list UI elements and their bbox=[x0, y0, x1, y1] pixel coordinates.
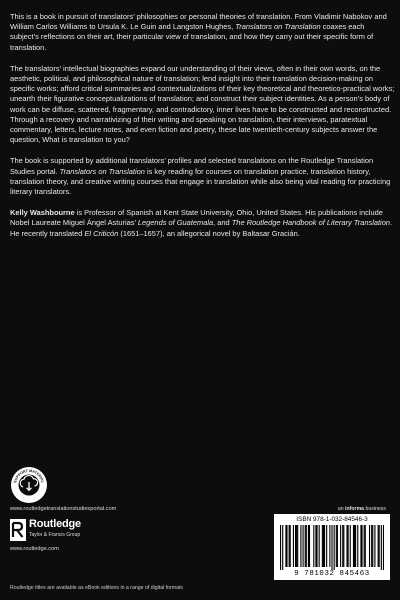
barcode-bar bbox=[286, 525, 287, 567]
barcode-bar bbox=[303, 525, 304, 567]
blurb-text: coaxes each subject’s reflections on their art, their particular view of translation, and how they carry out their specific form of translation. bbox=[10, 22, 374, 52]
barcode-bar bbox=[348, 525, 349, 567]
book-title-italic: Translators on Translation bbox=[235, 22, 321, 32]
isbn-label: ISBN 978-1-032-84546-3 bbox=[296, 516, 368, 523]
barcode-bar bbox=[319, 525, 320, 567]
barcode-bar bbox=[324, 525, 325, 567]
bio-text: is Professor of Spanish at Kent State University, Ohio, United States. His publications include Nobel Laureate Miguel Ángel Asturias’ bbox=[10, 208, 383, 228]
informa-business-label bbox=[338, 506, 386, 512]
barcode-bar bbox=[343, 525, 344, 567]
barcode-bar bbox=[371, 525, 372, 567]
bio-title-italic: Legends of Guatemala bbox=[137, 218, 214, 228]
barcode-bar bbox=[369, 525, 370, 567]
barcode-bar bbox=[322, 525, 323, 567]
blurb-paragraph-3 bbox=[10, 156, 395, 197]
barcode-bar bbox=[296, 525, 297, 567]
barcode-bar bbox=[346, 525, 347, 567]
barcode-bar bbox=[323, 525, 324, 567]
informa-prefix: an bbox=[337, 506, 346, 512]
barcode-bar bbox=[357, 525, 358, 567]
barcode-bar bbox=[342, 525, 343, 567]
bio-title-italic: El Criticón bbox=[84, 228, 119, 238]
blurb-paragraph-1 bbox=[10, 12, 395, 53]
barcode-digits: 9 781032 845463 bbox=[294, 570, 370, 578]
barcode-bar bbox=[378, 525, 379, 567]
barcode-bar bbox=[289, 525, 290, 567]
barcode-bar bbox=[280, 525, 281, 570]
barcode-bar bbox=[350, 525, 351, 567]
barcode-bar bbox=[290, 525, 291, 567]
bio-text: . He recently translated bbox=[10, 218, 393, 238]
barcode-bar bbox=[316, 525, 317, 567]
barcode-bar bbox=[300, 525, 301, 567]
barcode-bar bbox=[355, 525, 356, 567]
blurb-text: is key reading for courses on translation practice, translation history, translation theory, and creative writing courses that engage in translation while also being vital reading for practicing literary translators. bbox=[10, 166, 391, 197]
barcode-bar bbox=[354, 525, 355, 567]
barcode-bar bbox=[372, 525, 373, 567]
blurb-paragraph-2: The translators’ intellectual biographies expand our understanding of their views, often in their own words, on the aesthetic, political, and philosophical nature of translation; lend insight into their translation decision-making on specific works; afford critical summaries and contextualizations of their key theoretical and theoretico-practical works; unearth their figurative conceptualizations of translation; and construct their subject identities. As a person’s body of work can be diffuse, scattered, fragmentary, and contradictory, inner lives have to be constructed and reconstructed. Through a recovery and narrativizing of their writing and speaking on translation, their interviews, paratextual commentary, letters, lecture notes, and even fiction and poetry, these late twentieth-century subjects answer the question, What is translation to you? bbox=[10, 63, 395, 145]
informa-word: informa bbox=[345, 506, 365, 512]
barcode-bar bbox=[308, 525, 309, 567]
barcode-bar bbox=[360, 525, 361, 567]
barcode-bar bbox=[364, 525, 365, 567]
barcode-bar bbox=[334, 525, 335, 570]
support-portal-url[interactable]: www.routledgetranslationstudiesportal.com bbox=[10, 506, 117, 512]
author-name: Kelly Washbourne bbox=[10, 208, 75, 218]
barcode-bar bbox=[331, 525, 332, 570]
book-title-italic: Translators on Translation bbox=[59, 166, 145, 176]
author-bio bbox=[10, 208, 395, 239]
barcode-bar bbox=[361, 525, 362, 567]
informa-suffix: business bbox=[364, 506, 386, 512]
badge-label: SUPPORT MATERIAL bbox=[13, 468, 45, 484]
barcode-bar bbox=[374, 525, 375, 567]
barcode-bar bbox=[306, 525, 307, 567]
publisher-group: Taylor & Francis Group bbox=[29, 532, 81, 538]
blurb-text: The book is supported by additional translators’ profiles and selected translations on the Routledge Translation Studies portal. bbox=[10, 156, 374, 176]
ebook-availability-note: Routledge titles are available as eBook editions in a range of digital formats bbox=[10, 585, 184, 591]
barcode-bar bbox=[381, 525, 382, 570]
routledge-logo-icon bbox=[10, 519, 26, 541]
barcode-bar bbox=[353, 525, 354, 567]
barcode-bar bbox=[297, 525, 298, 567]
bio-text: (1651–1657), an allegorical novel by Baltasar Gracián. bbox=[118, 228, 300, 238]
barcode-bar bbox=[383, 525, 384, 570]
publisher-url[interactable]: www.routledge.com bbox=[10, 546, 59, 552]
barcode-bar bbox=[313, 525, 314, 567]
barcode-bar bbox=[309, 525, 310, 567]
barcode-bar bbox=[305, 525, 306, 567]
barcode-bar bbox=[326, 525, 327, 567]
support-material-badge bbox=[10, 466, 48, 504]
back-cover-text bbox=[10, 12, 395, 250]
bio-text: , and bbox=[213, 218, 232, 228]
barcode-bar bbox=[295, 525, 296, 567]
publisher-name: Routledge bbox=[29, 518, 81, 530]
barcode-bar bbox=[365, 525, 366, 567]
barcode-bar bbox=[340, 525, 341, 567]
barcode-bar bbox=[379, 525, 380, 567]
barcode-bar bbox=[337, 525, 338, 567]
bio-title-italic: The Routledge Handbook of Literary Translation bbox=[231, 218, 390, 228]
barcode-bar bbox=[285, 525, 286, 567]
isbn-barcode bbox=[274, 514, 390, 580]
barcode-bar bbox=[282, 525, 283, 570]
barcode-bar bbox=[336, 525, 337, 567]
blurb-text: This is a book in pursuit of translators’ philosophies or personal theories of translation. From Vladimir Nabokov and William Carlos Williams to Ursula K. Le Guin and Langston Hughes, bbox=[10, 12, 387, 32]
barcode-bar bbox=[293, 525, 294, 567]
barcode-bar bbox=[315, 525, 316, 567]
barcode-bars bbox=[280, 525, 384, 570]
barcode-bar bbox=[329, 525, 330, 567]
